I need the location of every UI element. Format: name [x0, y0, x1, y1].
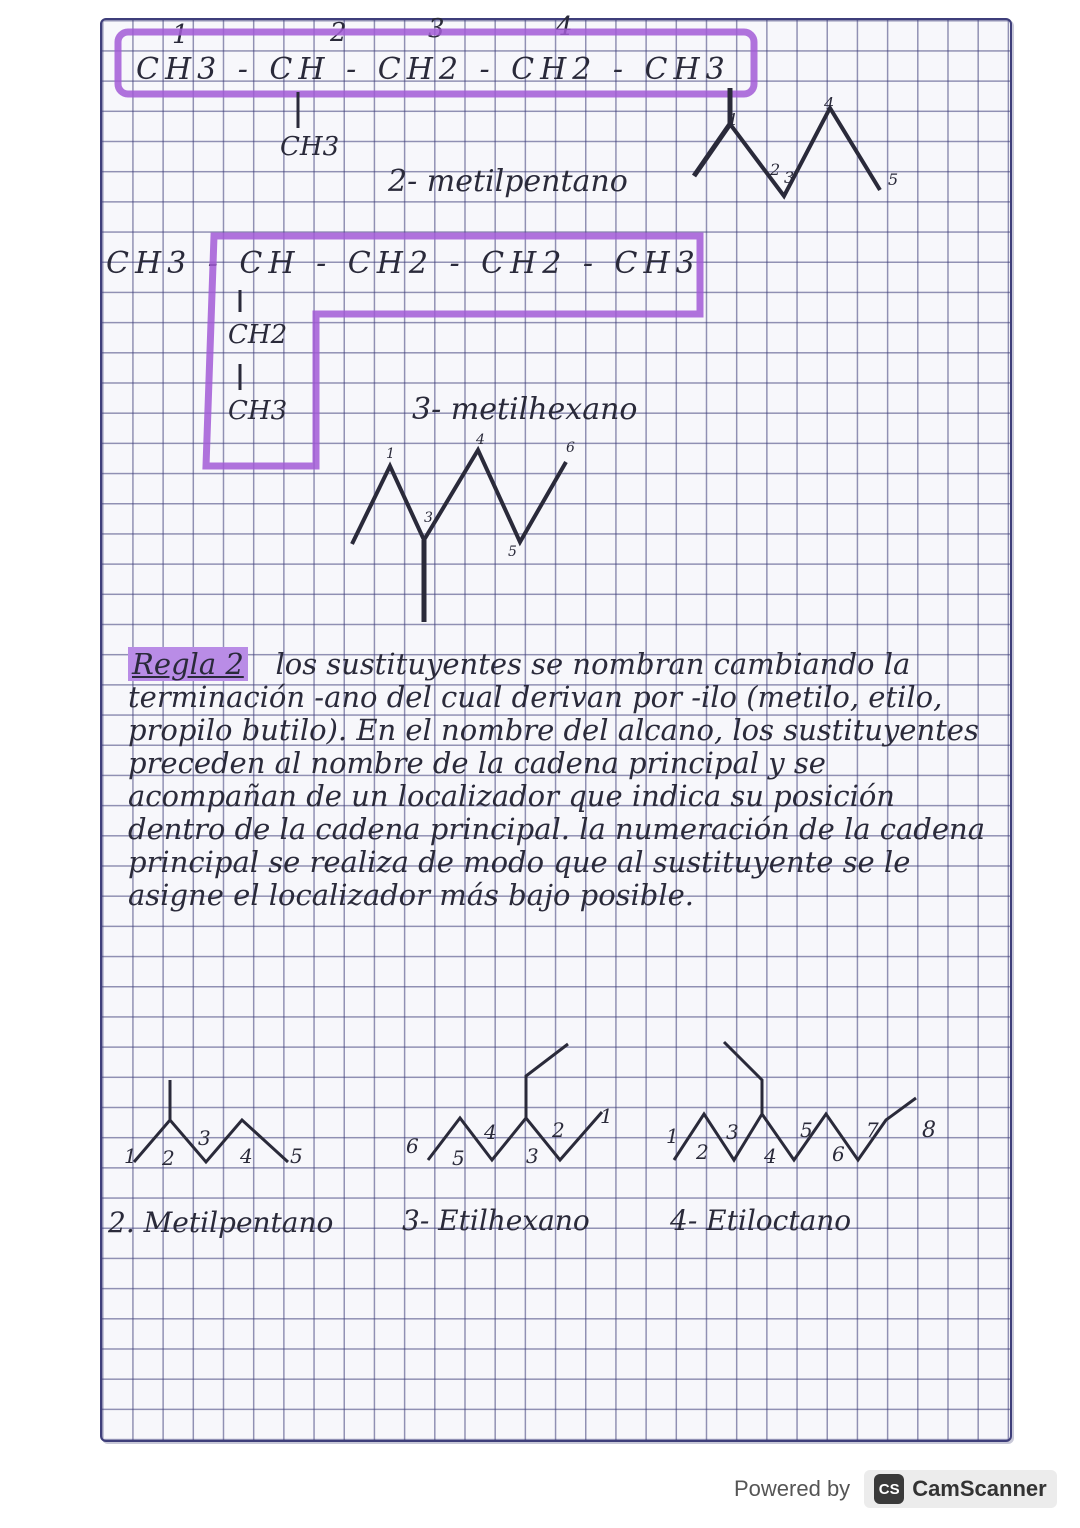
main-chain-highlight-1: [118, 32, 754, 94]
ex3-number-6: 6: [832, 1142, 845, 1166]
skeleton-1-branch: [694, 88, 730, 176]
locant-4: 4: [556, 12, 573, 42]
skeleton-1-number-1: 1: [728, 110, 739, 129]
ex3-number-1: 1: [666, 1124, 679, 1148]
skeleton-2-number-5: 5: [508, 544, 517, 560]
example-3-chain: [674, 1098, 916, 1160]
camscanner-brand: CamScanner: [912, 1476, 1047, 1501]
ex2-number-6: 6: [406, 1134, 419, 1158]
ex1-number-3: 3: [198, 1126, 211, 1150]
skeleton-2-number-1: 1: [386, 446, 395, 462]
skeleton-1-chain: [730, 108, 880, 196]
compound-name-1: 2- metilpentano: [388, 164, 628, 199]
formula-3-metilhexano: CH3 - CH - CH2 - CH2 - CH3: [106, 246, 701, 281]
ex3-number-7: 7: [866, 1118, 879, 1142]
locant-3: 3: [428, 14, 445, 44]
rule-title: Regla 2: [128, 647, 248, 681]
branch-ch3: CH3: [280, 132, 340, 162]
ex2-number-3: 3: [526, 1144, 539, 1168]
ex1-number-4: 4: [240, 1144, 253, 1168]
skeleton-1-number-3: 3: [784, 168, 795, 187]
example-3-branch: [724, 1042, 762, 1114]
example-2-chain: [428, 1112, 602, 1160]
skeleton-1-number-2: 2: [770, 160, 781, 179]
ex1-number-2: 2: [162, 1146, 175, 1170]
locant-1: 1: [172, 20, 189, 50]
skeleton-2-number-6: 6: [566, 440, 575, 456]
skeleton-2-chain: [352, 450, 566, 544]
example-2-branch: [526, 1044, 568, 1118]
camscanner-logo-icon: CS: [874, 1474, 904, 1504]
ex2-number-1: 1: [600, 1104, 613, 1128]
skeleton-1-number-5: 5: [888, 170, 899, 189]
example-name-3: 4- Etiloctano: [670, 1204, 852, 1237]
skeleton-2-number-4: 4: [476, 432, 485, 448]
skeleton-1-number-4: 4: [824, 94, 835, 113]
ex1-number-1: 1: [124, 1144, 137, 1168]
formula-2-metilpentano: CH3 - CH - CH2 - CH2 - CH3: [136, 52, 731, 87]
main-chain-highlight-2: [206, 236, 700, 466]
branch-ch3-2: CH3: [228, 396, 288, 426]
skeleton-2-number-3: 3: [424, 510, 433, 526]
ex3-number-4: 4: [764, 1144, 777, 1168]
example-name-1: 2. Metilpentano: [108, 1206, 334, 1239]
ex3-number-2: 2: [696, 1140, 709, 1164]
example-1-chain: [134, 1120, 288, 1162]
ex2-number-5: 5: [452, 1146, 465, 1170]
locant-2: 2: [330, 18, 347, 48]
rule-text: los sustituyentes se nombran cambiando la terminación -ano del cual derivan por -ilo (metilo, etilo, propilo butilo). En el nombre del alcano, los sustituyentes preceden al nombre de la cadena principal y se acompañan de un localizador que indica su posición dentro de la cadena principal. la numeración de la cadena principal se realiza de modo que al sustituyente se le asigne el localizador más bajo posible.: [128, 647, 986, 912]
example-name-2: 3- Etilhexano: [402, 1204, 590, 1237]
camscanner-watermark: [734, 1466, 1064, 1512]
ex3-number-5: 5: [800, 1118, 813, 1142]
ex1-number-5: 5: [290, 1144, 303, 1168]
powered-by-text: Powered by: [734, 1476, 851, 1501]
compound-name-2: 3- metilhexano: [412, 392, 638, 427]
ex2-number-2: 2: [552, 1118, 565, 1142]
branch-ch2: CH2: [228, 320, 288, 350]
ex3-number-8: 8: [922, 1118, 936, 1143]
camscanner-badge: [864, 1470, 1057, 1508]
ex3-number-3: 3: [726, 1120, 739, 1144]
ex2-number-4: 4: [484, 1120, 497, 1144]
